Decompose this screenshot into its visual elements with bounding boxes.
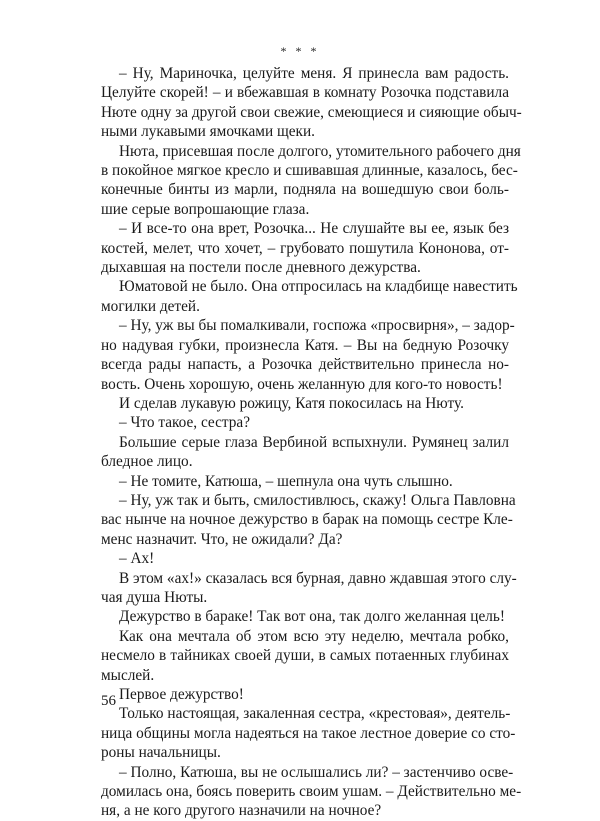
text-line: домилась она, боясь поверить своим ушам. – Действительно ме- <box>101 783 522 801</box>
page-number: 56 <box>101 693 116 709</box>
text-line: – Ах! <box>119 550 155 568</box>
paragraph <box>101 413 509 432</box>
text-line: – Не томите, Катюша, – шепнула она чуть слышно. <box>119 472 453 490</box>
text-line: Как она мечтала об этом всю эту неделю, мечтала робко, <box>119 627 509 645</box>
text-line: Целуйте скорей! – и вбежавшая в комнату Розочка подставила <box>101 84 509 102</box>
text-line: всегда рады напасть, а Розочка действительно принесла но- <box>101 356 509 374</box>
text-line: В этом «ах!» сказалась вся бурная, давно ждавшая этого слу- <box>119 569 517 587</box>
text-line: дыхавшая на постели после дневного дежурства. <box>101 259 421 277</box>
text-line: ница общины могла надеяться на такое лестное доверие со сто- <box>101 724 516 742</box>
text-line: – И все-то она врет, Розочка... Не слушайте вы ее, язык без <box>119 220 509 238</box>
text-line: ными лукавыми ямочками щеки. <box>101 123 315 141</box>
paragraph <box>101 316 515 394</box>
paragraph <box>101 491 516 549</box>
text-line: – Ну, уж так и быть, смилостивлюсь, скажу! Ольга Павловна <box>119 491 516 509</box>
text-line: – Ну, уж вы бы помалкивали, госпожа «просвирня», – задор- <box>119 317 515 335</box>
text-line: костей, мелет, что хочет, – грубовато пошутила Кононова, от- <box>101 239 509 257</box>
text-line: – Полно, Катюша, вы не ослышались ли? – застенчиво осве- <box>119 763 514 781</box>
text-line: но надувая губки, произнесла Катя. – Вы на бедную Розочку <box>101 336 509 354</box>
paragraph <box>101 569 517 608</box>
paragraph <box>101 277 518 316</box>
body-text <box>101 64 522 821</box>
paragraph <box>101 142 521 220</box>
text-line: Дежурство в бараке! Так вот она, так долго желанная цель! <box>119 608 505 626</box>
paragraph <box>101 607 509 626</box>
text-line: мыслей. <box>101 666 155 684</box>
text-line: Нюта, присевшая после долгого, утомительного рабочего дня <box>119 142 521 160</box>
paragraph <box>101 763 522 821</box>
text-line: – Что такое, сестра? <box>119 414 250 432</box>
text-line: бледное лицо. <box>101 453 193 471</box>
paragraph <box>101 549 509 568</box>
paragraph <box>101 64 522 142</box>
text-line: Нюте одну за другой свои свежие, смеющиеся и сияющие обыч- <box>101 103 522 121</box>
paragraph <box>101 472 509 491</box>
text-line: Большие серые глаза Вербиной вспыхнули. Румянец залил <box>119 433 509 451</box>
paragraph <box>101 219 509 277</box>
text-line: чая душа Нюты. <box>101 588 208 606</box>
text-line: Первое дежурство! <box>119 686 244 703</box>
paragraph <box>101 685 509 704</box>
text-line: вас нынче на ночное дежурство в барак на помощь сестре Кле- <box>101 511 513 529</box>
paragraph <box>101 433 509 472</box>
paragraph <box>101 394 509 413</box>
section-separator: * * * <box>280 44 320 58</box>
text-line: вость. Очень хорошую, очень желанную для кого-то новость! <box>101 375 503 393</box>
text-line: роны начальницы. <box>101 744 221 762</box>
text-line: – Ну, Мариночка, целуйте меня. Я принесла вам радость. <box>119 65 509 82</box>
text-line: несмело в тайниках своей души, в самых потаенных глубинах <box>101 647 509 665</box>
text-line: в покойное мягкое кресло и сшивавшая длинные, казалось, бес- <box>101 162 518 180</box>
text-line: конечные бинты из марли, подняла на вошедшую свои боль- <box>101 181 509 199</box>
paragraph <box>101 704 516 762</box>
text-line: Юматовой не было. Она отпросилась на кладбище навестить <box>119 278 518 296</box>
paragraph <box>101 627 509 685</box>
text-line: шие серые вопрошающие глаза. <box>101 200 310 218</box>
text-line: ня, а не кого другого назначили на ночное? <box>101 802 382 820</box>
text-line: менс назначит. Что, не ожидали? Да? <box>101 530 343 548</box>
text-line: могилки детей. <box>101 297 200 315</box>
text-line: Только настоящая, закаленная сестра, «крестовая», деятель- <box>119 705 511 723</box>
text-line: И сделав лукавую рожицу, Катя покосилась на Нюту. <box>119 394 464 412</box>
